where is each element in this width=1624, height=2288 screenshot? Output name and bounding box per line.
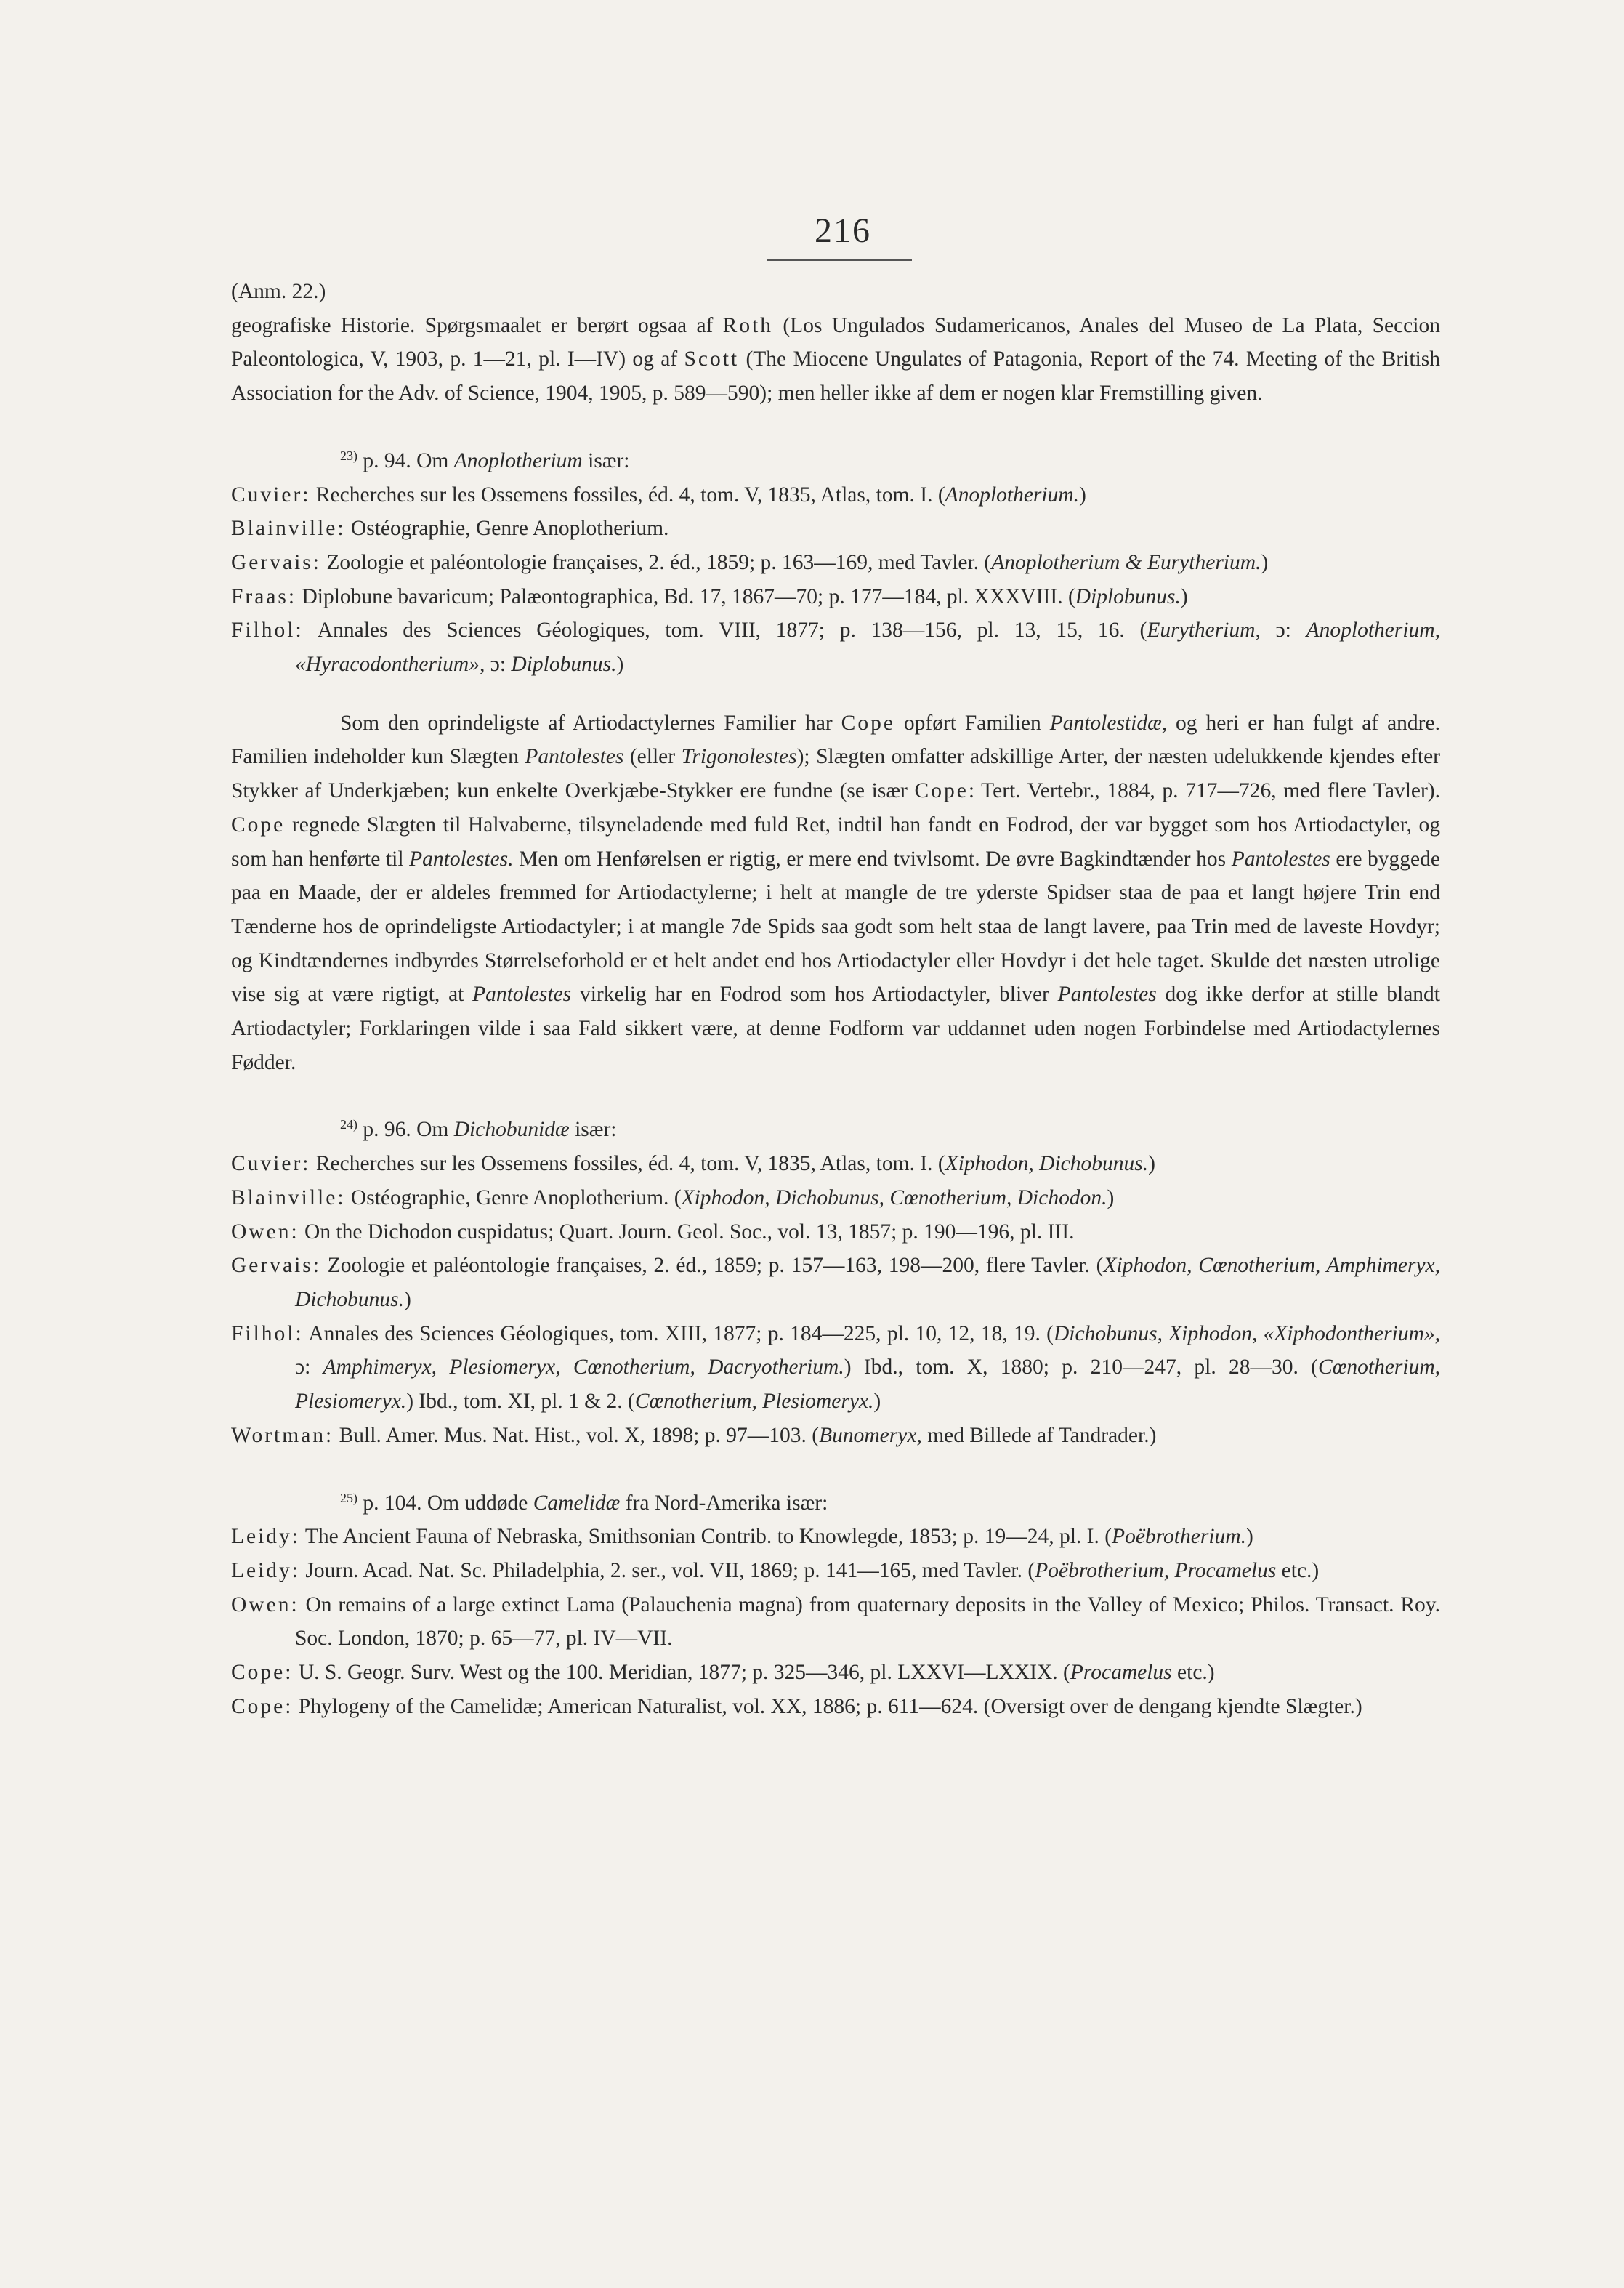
page-body (231, 275, 1440, 1723)
reference-entry: Blainville: Ostéographie, Genre Anoplotherium. (Xiphodon, Dichobunus, Cœnotherium, Dichodon.) (231, 1185, 1115, 1209)
reference-entry: Leidy: Journ. Acad. Nat. Sc. Philadelphia, 2. ser., vol. VII, 1869; p. 141—165, med Tavler. (Poëbrotherium, Procamelus etc.) (231, 1558, 1320, 1582)
author-name: Wortman: (231, 1423, 334, 1447)
paragraph-anm-22: geografiske Historie. Spørgsmaalet er berørt ogsaa af Roth (Los Ungulados Sudamericanos, Anales del Museo de La Plata, Seccion Paleontologica, V, 1903, p. 1—21, pl. I—IV) og af Scott (The Miocene Ungulates of Patagonia, Report of the 74. Meeting of the British Association for the Adv. of Science, 1904, 1905, p. 589—590); men heller ikke af dem er nogen klar Fremstilling given. (231, 313, 1440, 406)
author-name: Filhol: (231, 1321, 304, 1345)
note-label: (Anm. 22.) (231, 280, 326, 303)
paragraph-pantolestidae: Som den oprindeligste af Artiodactylernes Familier har Cope opført Familien Pantolestidæ, og heri er han fulgt af andre. Familien indeholder kun Slægten Pantolestes (eller Trigonolestes); Slægten omfatter adskillige Arter, der næsten udelukkende kjendes efter Stykker af Underkjæben; kun enkelte Overkjæbe-Stykker ere fundne (se især Cope: Tert. Vertebr., 1884, p. 717—726, med flere Tavler). Cope regnede Slægten til Halvaberne, tilsyneladende med fuld Ret, indtil han fandt en Fodrod, der var bygget som hos Artiodactyler, og som han henførte til Pantolestes. Men om Henførelsen er rigtig, er mere end tvivlsomt. De øvre Bagkindtænder hos Pantolestes ere byggede paa en Maade, der er aldeles fremmed for Artiodactylerne; i helt at mangle de tre yderste Spidser staa de paa et langt højere Trin end Tænderne hos de oprindeligste Artiodactyler; i at mangle 7de Spids saa godt som helt staa de langt lavere, paa Trin med de laveste Hovdyr; og Kindtændernes indbyrdes Størrelseforhold er et helt andet end hos Artiodactyler eller Hovdyr i det hele taget. Skulde det næsten utrolige vise sig at være rigtigt, at Pantolestes virkelig har en Fodrod som hos Artiodactyler, bliver Pantolestes dog ikke derfor at stille blandt Artiodactyler; Forklaringen vilde i saa Fald sikkert være, at denne Fodform var uddannet uden nogen Forbindelse med Artiodactylernes Fødder. (231, 711, 1441, 1074)
note-25-heading: $^{25)}$ p. 104. Om uddøde Camelidæ fra Nord-Amerika især: (340, 1490, 828, 1515)
reference-entry: Wortman: Bull. Amer. Mus. Nat. Hist., vol. X, 1898; p. 97—103. (Bunomeryx, med Billede af Tandrader.) (231, 1423, 1157, 1447)
reference-entry: Leidy: The Ancient Fauna of Nebraska, Smithsonian Contrib. to Knowlegde, 1853; p. 19—24, pl. I. (Poëbrotherium.) (231, 1525, 1253, 1549)
author-name: Filhol: (231, 619, 304, 643)
page-number-rule (767, 259, 912, 261)
page-number: 216 (815, 212, 871, 250)
author-name: Cuvier: (231, 483, 311, 507)
author-name: Cope (841, 711, 895, 735)
author-name: Fraas: (231, 584, 297, 608)
reference-entry: Owen: On the Dichodon cuspidatus; Quart. Journ. Geol. Soc., vol. 13, 1857; p. 190—196, pl. III. (231, 1220, 1075, 1244)
footnote-number: 25) (340, 1490, 357, 1505)
reference-entry: Blainville: Ostéographie, Genre Anoplotherium. (231, 517, 669, 541)
author-name: Cope: (231, 1661, 294, 1685)
author-name: Blainville: (231, 517, 346, 541)
author-name: Leidy: (231, 1558, 301, 1582)
reference-entry: Cope: U. S. Geogr. Surv. West og the 100. Meridian, 1877; p. 325—346, pl. LXXVI—LXXIX. (Procamelus etc.) (231, 1661, 1215, 1685)
author-name: Cope (914, 779, 969, 803)
author-name: Cuvier: (231, 1152, 311, 1176)
reference-entry: Owen: On remains of a large extinct Lama (Palauchenia magna) from quaternary deposits in the Valley of Mexico; Philos. Transact. Roy. Soc. London, 1870; p. 65—77, pl. IV—VII. (231, 1592, 1440, 1651)
author-name: Scott (684, 347, 740, 371)
reference-entry: Cuvier: Recherches sur les Ossemens fossiles, éd. 4, tom. V, 1835, Atlas, tom. I. (Xiphodon, Dichobunus.) (231, 1152, 1155, 1176)
reference-entry: Cuvier: Recherches sur les Ossemens fossiles, éd. 4, tom. V, 1835, Atlas, tom. I. (Anoplotherium.) (231, 483, 1086, 507)
author-name: Owen: (231, 1592, 299, 1616)
author-name: Leidy: (231, 1525, 301, 1549)
author-name: Owen: (231, 1220, 299, 1244)
author-name: Blainville: (231, 1185, 346, 1209)
reference-entry: Gervais: Zoologie et paléontologie françaises, 2. éd., 1859; p. 163—169, med Tavler. (Anoplotherium & Eurytherium.) (231, 550, 1269, 574)
reference-entry: Gervais: Zoologie et paléontologie françaises, 2. éd., 1859; p. 157—163, 198—200, flere Tavler. (Xiphodon, Cœnotherium, Amphimeryx, Dichobunus.) (231, 1254, 1441, 1311)
note-24-heading: $^{24)}$ p. 96. Om Dichobunidæ især: (340, 1117, 617, 1142)
author-name: Cope: (231, 1694, 294, 1718)
author-name: Gervais: (231, 1254, 321, 1278)
author-name: Cope (231, 813, 286, 837)
footnote-number: 24) (340, 1117, 357, 1132)
footnote-number: 23) (340, 448, 357, 463)
reference-entry: Cope: Phylogeny of the Camelidæ; American Naturalist, vol. XX, 1886; p. 611—624. (Oversigt over de dengang kjendte Slægter.) (231, 1694, 1362, 1718)
reference-entry: Filhol: Annales des Sciences Géologiques, tom. VIII, 1877; p. 138—156, pl. 13, 15, 16. (Eurytherium, ɔ: Anoplotherium, «Hyracodontherium», ɔ: Diplobunus.) (231, 619, 1440, 677)
author-name: Roth (722, 313, 774, 337)
reference-entry: Filhol: Annales des Sciences Géologiques, tom. XIII, 1877; p. 184—225, pl. 10, 12, 18, 19. (Dichobunus, Xiphodon, «Xiphodontherium», ɔ: Amphimeryx, Plesiomeryx, Cœnotherium, Dacryotherium.) Ibd., tom. X, 1880; p. 210—247, pl. 28—30. (Cœnotherium, Plesiomeryx.) Ibd., tom. XI, pl. 1 & 2. (Cœnotherium, Plesiomeryx.) (231, 1321, 1441, 1414)
reference-entry: Fraas: Diplobune bavaricum; Palæontographica, Bd. 17, 1867—70; p. 177—184, pl. XXXVIII. (Diplobunus.) (231, 584, 1188, 608)
note-23-heading: $^{23)}$ p. 94. Om Anoplotherium især: (340, 448, 630, 472)
author-name: Gervais: (231, 550, 321, 574)
